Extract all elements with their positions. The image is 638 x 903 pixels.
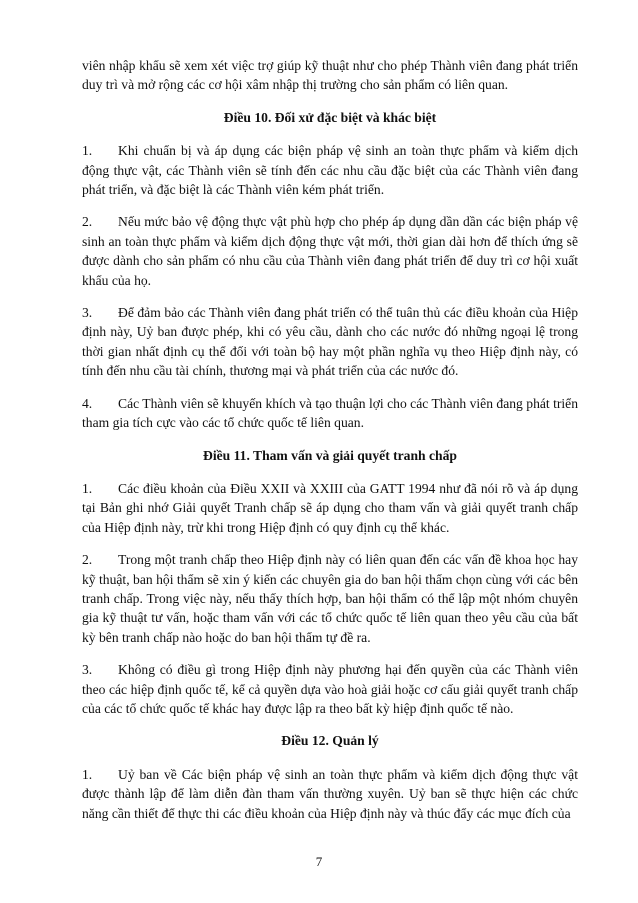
paragraph-number: 4. xyxy=(82,395,93,411)
article-10-paragraph-1 xyxy=(82,141,578,199)
article-11-paragraph-3 xyxy=(82,660,578,718)
paragraph-text: Uỷ ban về Các biện pháp vệ sinh an toàn thực phẩm và kiểm dịch động thực vật được thành lập để làm diễn đàn tham vấn thường xuyên. Uỷ ban sẽ thực hiện các chức năng cần thiết để thực thi các điều khoản của Hiệp định này và thúc đẩy các mục đích của xyxy=(82,766,578,821)
article-12-paragraph-1 xyxy=(82,765,578,823)
article-11-paragraph-2 xyxy=(82,550,578,647)
paragraph-number: 2. xyxy=(82,552,93,568)
paragraph-number: 3. xyxy=(82,305,93,321)
paragraph-text: Trong một tranh chấp theo Hiệp định này có liên quan đến các vấn đề khoa học hay kỹ thuật, ban hội thẩm sẽ xin ý kiến các chuyên gia do ban hội thẩm chọn cùng với các bên tranh chấp. Trong việc này, nếu thấy thích hợp, ban hội thẩm có thể lập một nhóm chuyên gia kỹ thuật tư vấn, hoặc tham vấn với các tổ chức quốc tế liên quan theo yêu cầu của bất kỳ bên tranh chấp nào hoặc do ban hội thẩm tự đề ra. xyxy=(82,552,578,645)
paragraph-text: viên nhập khẩu sẽ xem xét việc trợ giúp kỹ thuật như cho phép Thành viên đang phát triển duy trì và mở rộng các cơ hội xâm nhập thị trường cho sản phẩm có liên quan. xyxy=(82,58,578,93)
article-12-heading: Điều 12. Quản lý xyxy=(281,733,379,749)
paragraph-number: 3. xyxy=(82,662,93,678)
article-10-paragraph-3 xyxy=(82,303,578,381)
paragraph-number: 2. xyxy=(82,214,93,230)
paragraph-number: 1. xyxy=(82,480,93,496)
paragraph-number: 1. xyxy=(82,766,93,782)
article-11-paragraph-1 xyxy=(82,479,578,537)
article-10-paragraph-4 xyxy=(82,394,578,433)
paragraph-continuation xyxy=(82,56,578,95)
article-10-heading: Điều 10. Đối xử đặc biệt và khác biệt xyxy=(223,109,437,125)
article-11-heading: Điều 11. Tham vấn và giải quyết tranh chấp xyxy=(203,447,457,463)
paragraph-text: Các điều khoản của Điều XXII và XXIII của GATT 1994 như đã nói rõ và áp dụng tại Bản ghi nhớ Giải quyết Tranh chấp sẽ áp dụng cho tham vấn và giải quyết tranh chấp của Hiệp định này, trừ khi trong Hiệp định có quy định cụ thể khác. xyxy=(82,480,578,535)
document-body xyxy=(82,56,578,836)
article-10-paragraph-2 xyxy=(82,212,578,290)
paragraph-text: Để đảm bảo các Thành viên đang phát triển có thể tuân thủ các điều khoản của Hiệp định này, Uỷ ban được phép, khi có yêu cầu, dành cho các nước đó những ngoại lệ trong thời gian nhất định cụ thể đối với toàn bộ hay một phần nghĩa vụ theo Hiệp định này, có tính đến nhu cầu tài chính, thương mại và phát triển của các nước đó. xyxy=(82,305,578,379)
paragraph-text: Nếu mức bảo vệ động thực vật phù hợp cho phép áp dụng dần dần các biện pháp vệ sinh an toàn thực phẩm và kiểm dịch động thực vật mới, thời gian dài hơn để thích ứng sẽ được dành cho sản phẩm có nhu cầu của Thành viên đang phát triển để duy trì cơ hội xuất khẩu của họ. xyxy=(82,214,578,288)
paragraph-text: Các Thành viên sẽ khuyến khích và tạo thuận lợi cho các Thành viên đang phát triển tham gia tích cực vào các tổ chức quốc tế liên quan. xyxy=(82,395,578,431)
paragraph-number: 1. xyxy=(82,143,93,159)
page-number: 7 xyxy=(315,854,323,869)
paragraph-text: Khi chuẩn bị và áp dụng các biện pháp vệ sinh an toàn thực phẩm và kiểm dịch động thực vật, các Thành viên sẽ tính đến các nhu cầu đặc biệt của các Thành viên đang phát triển, và đặc biệt là các Thành viên kém phát triển. xyxy=(82,143,578,198)
paragraph-text: Không có điều gì trong Hiệp định này phương hại đến quyền của các Thành viên theo các hiệp định quốc tế, kể cả quyền dựa vào hoà giải hoặc cơ cấu giải quyết tranh chấp của các tổ chức quốc tế khác hay được lập ra theo bất kỳ hiệp định quốc tế nào. xyxy=(82,662,578,716)
